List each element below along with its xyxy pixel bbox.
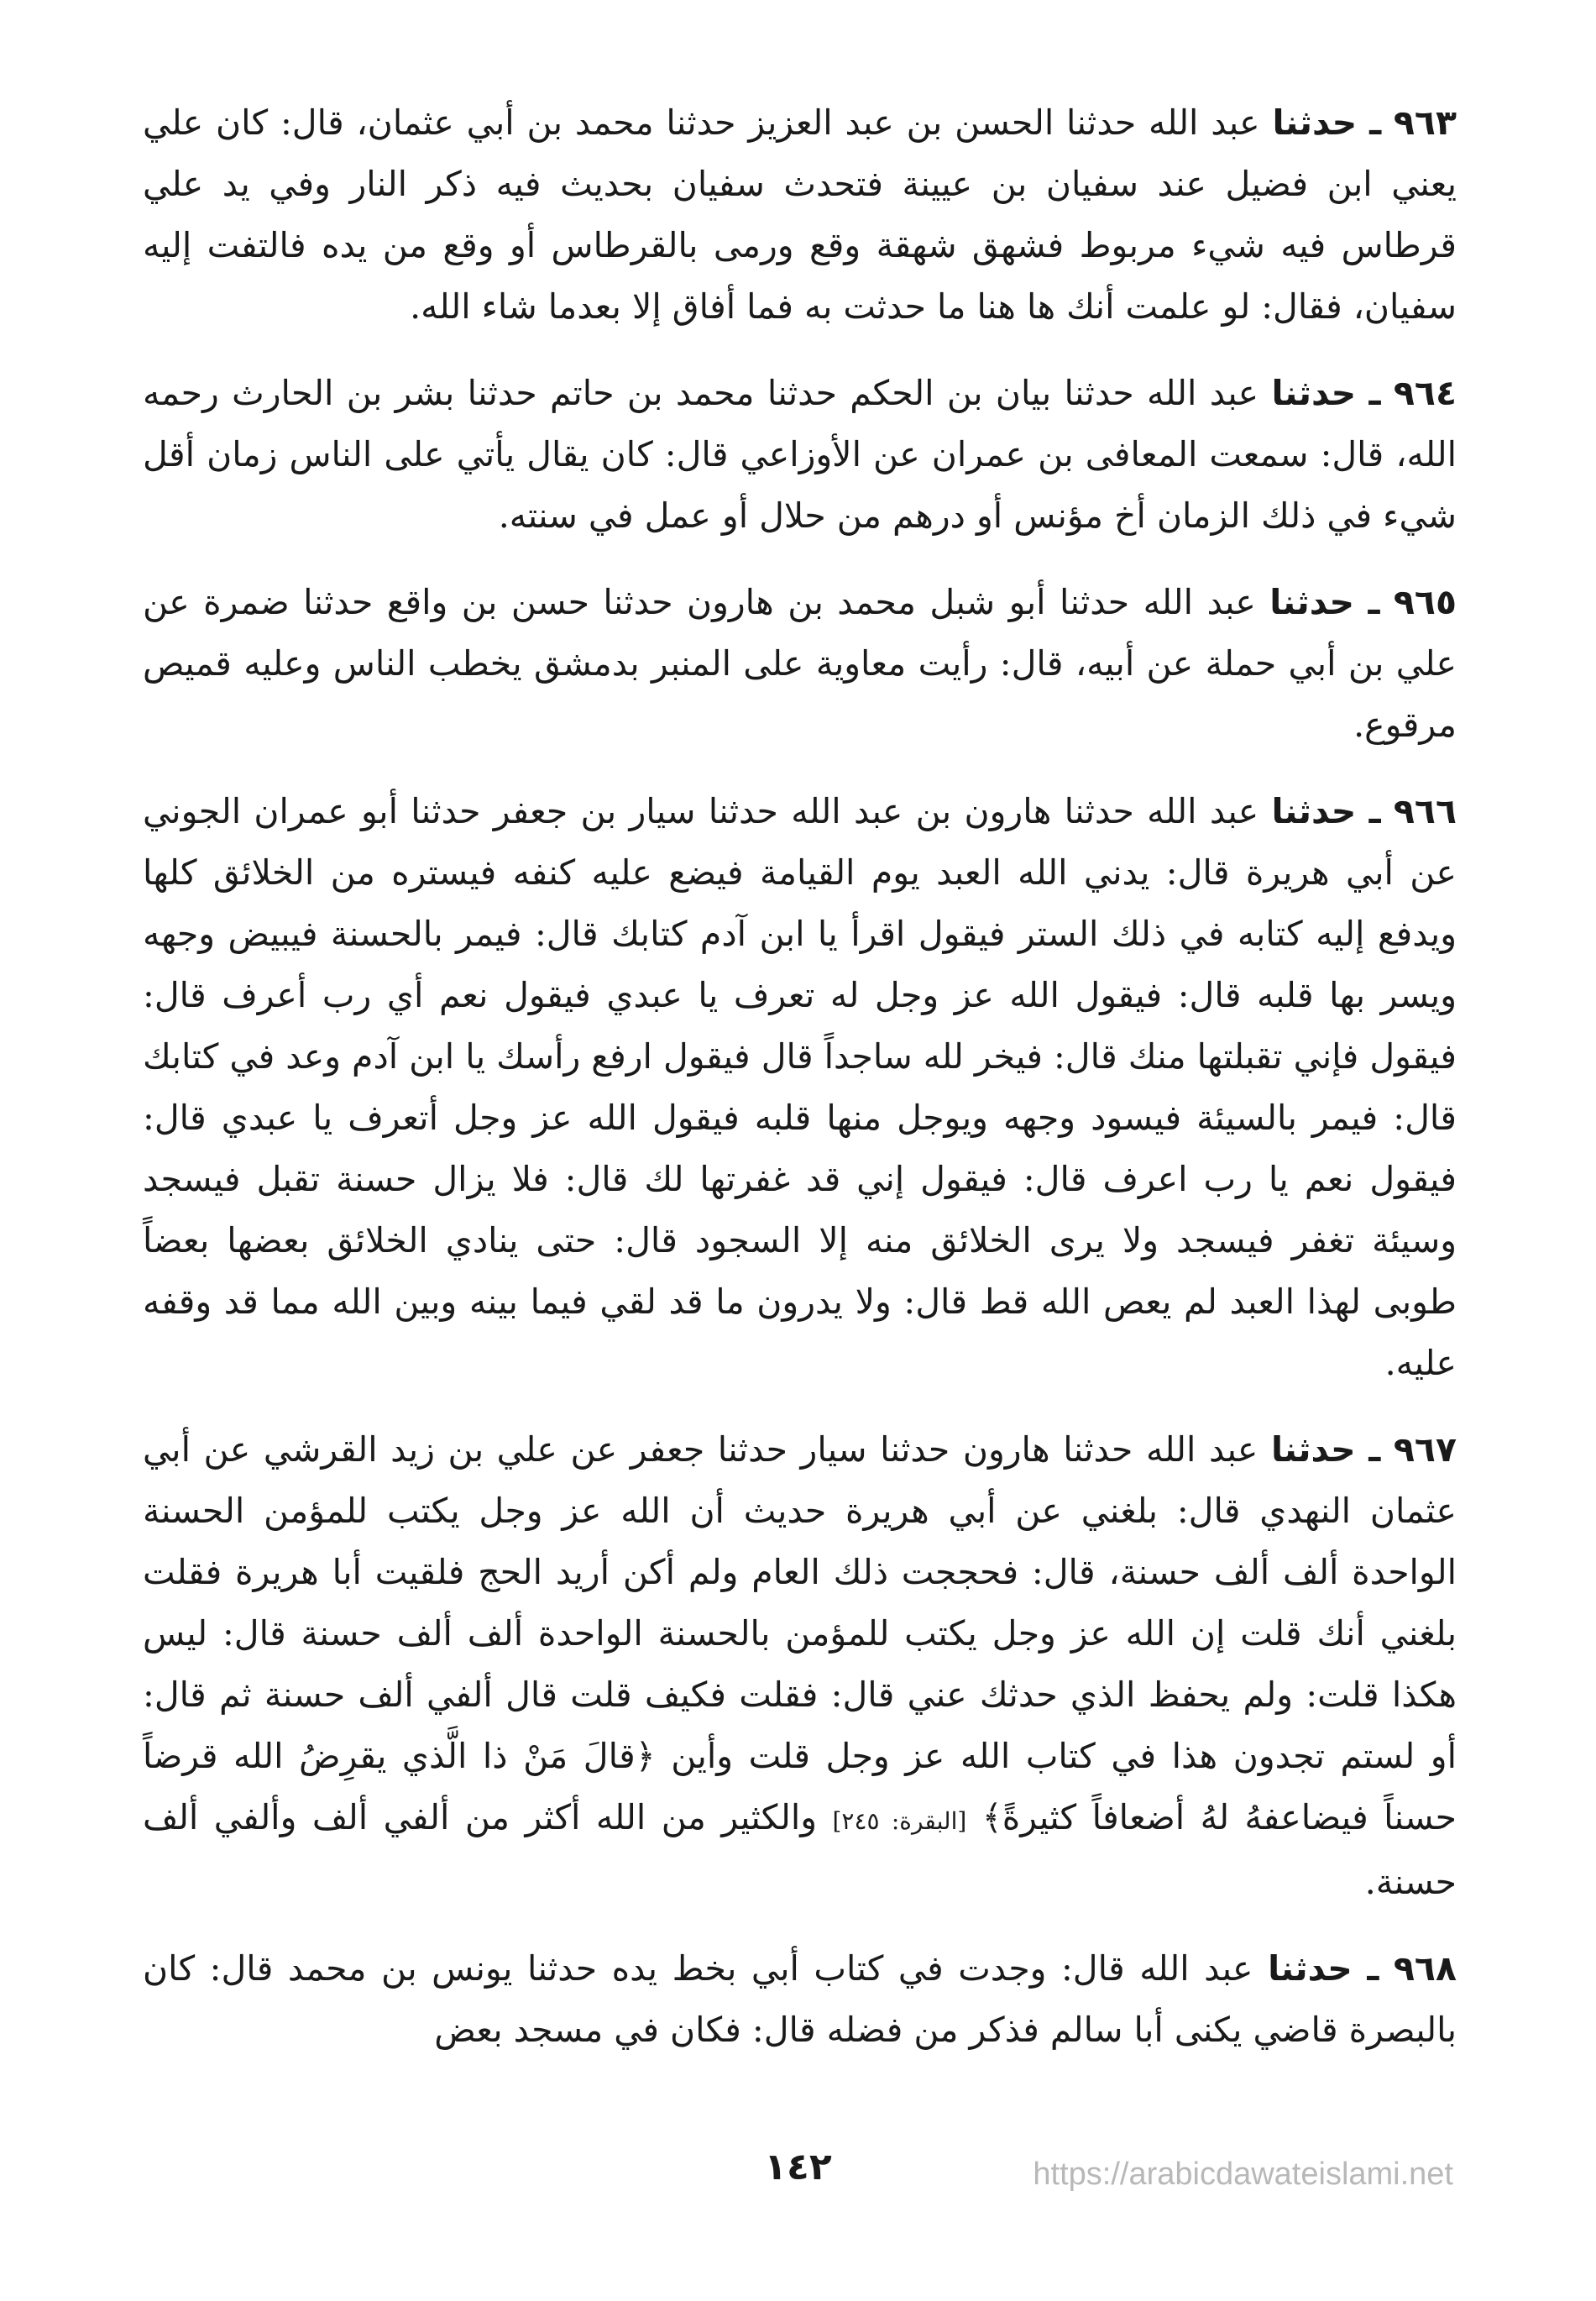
hadith-keyword: حدثنا — [1268, 1948, 1353, 1989]
hadith-number: ٩٦٧ — [1393, 1429, 1457, 1470]
hadith-number: ٩٦٤ — [1393, 373, 1457, 413]
page-body — [143, 92, 1457, 2086]
hadith-text: عبد الله حدثنا هارون حدثنا سيار حدثنا جعفر عن علي بن زيد القرشي عن أبي عثمان النهدي قال: بلغني عن أبي هريرة حديث أن الله عز وجل يكتب للمؤمن الحسنة الواحدة ألف ألف حسنة، قال: فحججت ذلك العام ولم أكن أريد الحج فلقيت أبا هريرة فقلت بلغني أنك قلت إن الله عز وجل يكتب للمؤمن بالحسنة الواحدة ألف ألف حسنة قال: ليس هكذا قلت: ولم يحفظ الذي حدثك عني قال: فقلت فكيف قلت قال ألفي ألف حسنة ثم قال: أو لستم تجدون هذا في كتاب الله عز وجل قلت وأين ﴿قالَ مَنْ ذا الَّذي يقرِضُ الله قرضاً حسناً فيضاعفهُ لهُ أضعافاً كثيرةً﴾ — [143, 1429, 1457, 1837]
hadith-text: عبد الله حدثنا الحسن بن عبد العزيز حدثنا محمد بن أبي عثمان، قال: كان علي يعني ابن فضيل عند سفيان بن عيينة فتحدث سفيان بحديث فيه ذكر النار وفي يد علي قرطاس فيه شيء مربوط فشهق شهقة وقع ورمى بالقرطاس أو وقع من يده فالتفت إليه سفيان، فقال: لو علمت أنك ها هنا ما حدثت به فما أفاق إلا بعدما شاء الله. — [143, 102, 1457, 327]
hadith-number: ٩٦٥ — [1393, 582, 1457, 622]
hadith-text: عبد الله حدثنا هارون بن عبد الله حدثنا سيار بن جعفر حدثنا أبو عمران الجوني عن أبي هريرة قال: يدني الله العبد يوم القيامة فيضع عليه كنفه فيستره من الخلائق كلها ويدفع إليه كتابه في ذلك الستر فيقول اقرأ يا ابن آدم كتابك قال: فيمر بالحسنة فيبيض وجهه ويسر بها قلبه قال: فيقول الله عز وجل له تعرف يا عبدي فيقول نعم أي رب أعرف قال: فيقول فإني تقبلتها منك قال: فيخر لله ساجداً قال فيقول ارفع رأسك يا ابن آدم وعد في كتابك قال: فيمر بالسيئة فيسود وجهه ويوجل منها قلبه فيقول الله عز وجل أتعرف يا عبدي قال: فيقول نعم يا رب اعرف قال: فيقول إني قد غفرتها لك قال: فلا يزال حسنة تقبل فيسجد وسيئة تغفر فيسجد ولا يرى الخلائق منه إلا السجود قال: حتى ينادي الخلائق بعضها بعضاً طوبى لهذا العبد لم يعص الله قط قال: ولا يدرون ما قد لقي فيما بينه وبين الله مما قد وقفه عليه. — [143, 791, 1457, 1383]
hadith-marker: ـ — [1368, 582, 1380, 622]
hadith-keyword: حدثنا — [1269, 582, 1355, 622]
hadith-964 — [143, 363, 1457, 547]
hadith-marker: ـ — [1367, 1948, 1379, 1989]
hadith-number: ٩٦٨ — [1393, 1948, 1457, 1989]
hadith-text: عبد الله حدثنا أبو شبل محمد بن هارون حدثنا حسن بن واقع حدثنا ضمرة عن علي بن أبي حملة عن أبيه، قال: رأيت معاوية على المنبر بدمشق يخطب الناس وعليه قميص مرقوع. — [143, 582, 1457, 745]
hadith-966 — [143, 781, 1457, 1394]
quran-citation: [البقرة: ٢٤٥] — [832, 1807, 967, 1835]
hadith-text: عبد الله حدثنا بيان بن الحكم حدثنا محمد بن حاتم حدثنا بشر بن الحارث رحمه الله، قال: سمعت المعافى بن عمران عن الأوزاعي قال: كان يقال يأتي على الناس زمان أقل شيء في ذلك الزمان أخ مؤنس أو درهم من حلال أو عمل في سنته. — [143, 373, 1457, 536]
hadith-number: ٩٦٣ — [1393, 102, 1457, 143]
hadith-marker: ـ — [1369, 102, 1382, 143]
hadith-965 — [143, 572, 1457, 756]
hadith-number: ٩٦٦ — [1393, 791, 1457, 831]
watermark-url: https://arabicdawateislami.net — [1033, 2157, 1453, 2192]
hadith-marker: ـ — [1368, 373, 1381, 413]
hadith-968 — [143, 1938, 1457, 2061]
hadith-text-continued: والكثير من الله أكثر من ألفي ألف وألفي ألف حسنة. — [143, 1797, 1457, 1902]
hadith-keyword: حدثنا — [1270, 1429, 1356, 1470]
hadith-marker: ـ — [1368, 1429, 1381, 1470]
hadith-keyword: حدثنا — [1272, 102, 1358, 143]
hadith-keyword: حدثنا — [1271, 791, 1357, 831]
hadith-marker: ـ — [1368, 791, 1381, 831]
hadith-967 — [143, 1419, 1457, 1913]
page-number: ١٤٢ — [764, 2146, 832, 2188]
hadith-963 — [143, 92, 1457, 338]
hadith-keyword: حدثنا — [1271, 373, 1357, 413]
hadith-text: عبد الله قال: وجدت في كتاب أبي بخط يده حدثنا يونس بن محمد قال: كان بالبصرة قاضي يكنى أبا سالم فذكر من فضله قال: فكان في مسجد بعض — [143, 1948, 1457, 2050]
